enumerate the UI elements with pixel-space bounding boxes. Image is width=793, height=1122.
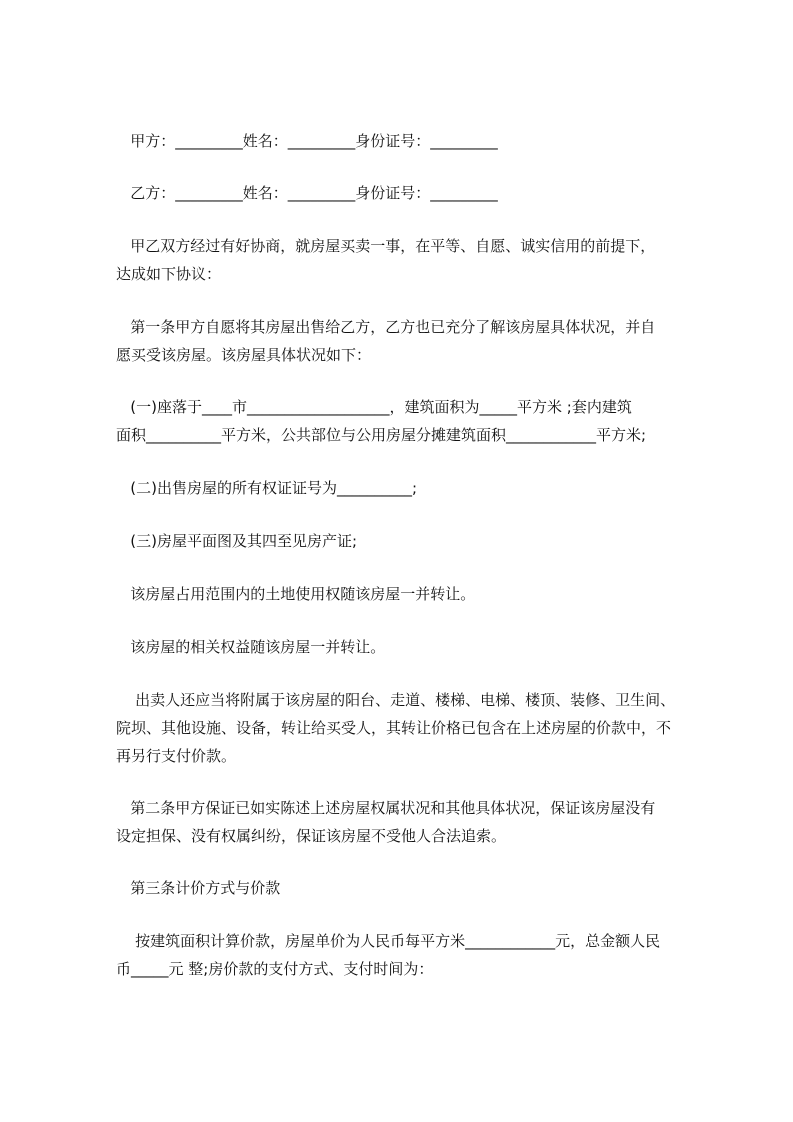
text-line: 甲方：_________姓名：_________身份证号：_________	[116, 132, 498, 150]
text-line: 按建筑面积计算价款，房屋单价为人民币每平方米____________元，总金额人民	[116, 932, 661, 950]
text-line: (一)座落于____市___________________，建筑面积为_____平方米 ;套内建筑	[116, 398, 632, 416]
text-line: 乙方：_________姓名：_________身份证号：_________	[116, 184, 498, 202]
article-three-heading	[116, 874, 696, 902]
agreement-intro	[116, 232, 696, 288]
text-line: 愿买受该房屋。该房屋具体状况如下：	[116, 346, 372, 364]
text-line: (三)房屋平面图及其四至见房产证;	[116, 532, 358, 550]
article-one	[116, 313, 696, 369]
related-rights	[116, 633, 696, 661]
item-three-floorplan	[116, 527, 696, 555]
text-line: 该房屋的相关权益随该房屋一并转让。	[116, 638, 386, 656]
party-a-line	[116, 127, 696, 155]
text-line: 院坝、其他设施、设备，转让给买受人，其转让价格已包含在上述房屋的价款中，不	[116, 719, 672, 737]
text-line: 面积__________平方米，公共部位与公用房屋分摊建筑面积____________平方米;	[116, 426, 647, 444]
attached-facilities	[116, 686, 696, 770]
text-line: 第一条甲方自愿将其房屋出售给乙方，乙方也已充分了解该房屋具体状况，并自	[116, 318, 656, 336]
item-one-location	[116, 393, 696, 449]
text-line: 达成如下协议：	[116, 265, 222, 283]
text-line: 第三条计价方式与价款	[116, 879, 281, 897]
text-line: 第二条甲方保证已如实陈述上述房屋权属状况和其他具体状况，保证该房屋没有	[116, 799, 656, 817]
text-line: 币_____元 整;房价款的支付方式、支付时间为：	[116, 960, 434, 978]
price-terms	[116, 927, 696, 983]
text-line: 甲乙双方经过有好协商，就房屋买卖一事，在平等、自愿、诚实信用的前提下，	[116, 237, 656, 255]
land-use-right	[116, 580, 696, 608]
item-two-certificate	[116, 474, 696, 502]
party-b-line	[116, 179, 696, 207]
text-line: (二)出售房屋的所有权证证号为__________;	[116, 479, 418, 497]
article-two	[116, 794, 696, 850]
text-line: 该房屋占用范围内的土地使用权随该房屋一并转让。	[116, 585, 476, 603]
text-line: 出卖人还应当将附属于该房屋的阳台、走道、楼梯、电梯、楼顶、装修、卫生间、	[116, 691, 676, 709]
text-line: 设定担保、没有权属纠纷，保证该房屋不受他人合法追索。	[116, 827, 507, 845]
text-line: 再另行支付价款。	[116, 747, 237, 765]
